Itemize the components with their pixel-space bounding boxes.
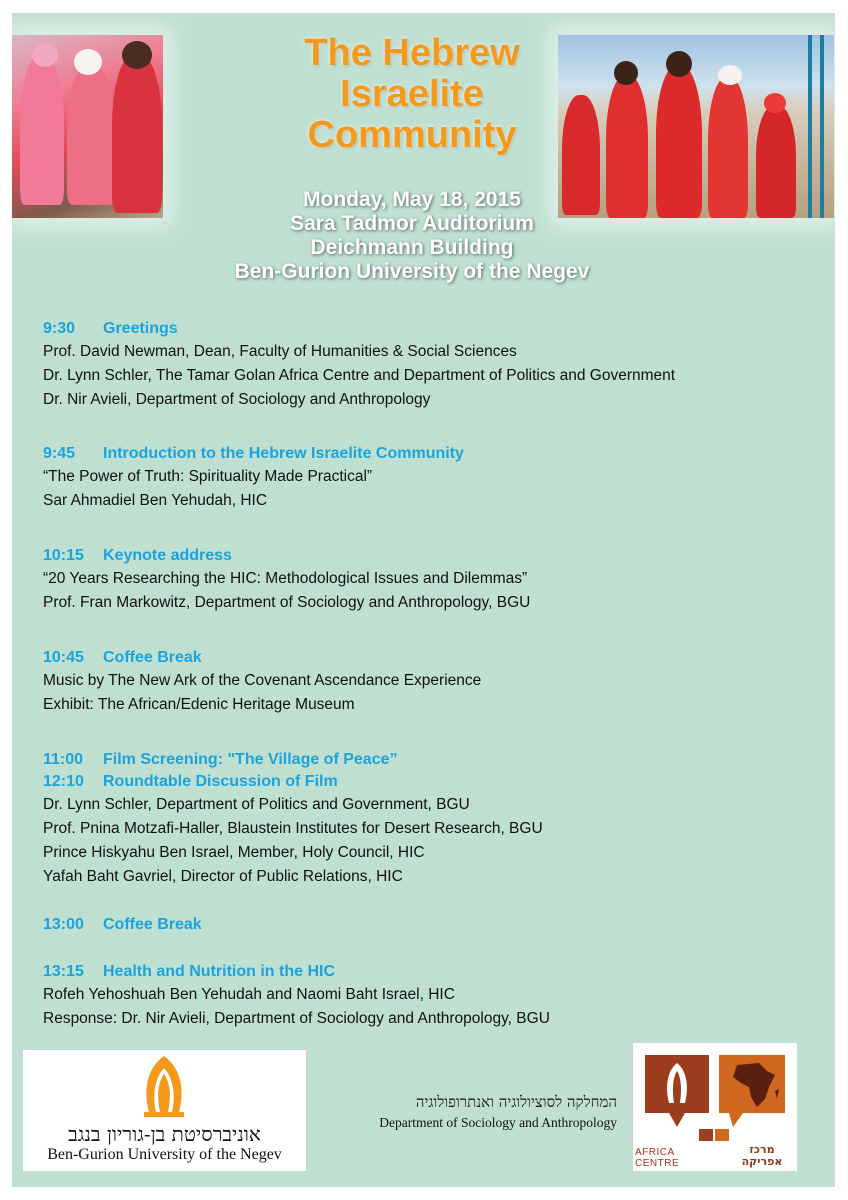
session-title: Coffee Break (103, 916, 202, 933)
session-heading (43, 545, 803, 567)
department-hebrew: המחלקה לסוציולוגיה ואנתרופולוגיה (415, 1093, 617, 1111)
department-label (332, 1091, 617, 1133)
session-heading (43, 443, 803, 465)
session-line: Music by The New Ark of the Covenant Ascendance Experience (43, 672, 482, 689)
session-time: 9:30 (43, 320, 76, 337)
session-line: Exhibit: The African/Edenic Heritage Museum (43, 696, 355, 713)
poster (12, 13, 835, 1187)
session-time: 9:45 (43, 445, 76, 462)
session-introduction (43, 443, 803, 513)
session-title: Roundtable Discussion of Film (103, 773, 338, 790)
session-line: “The Power of Truth: Spirituality Made Practical” (43, 468, 373, 485)
africa-centre-hebrew-word: אפריקה (741, 1155, 783, 1168)
session-line: Dr. Nir Avieli, Department of Sociology and Anthropology (43, 391, 431, 408)
venue-hall: Sara Tadmor Auditorium (290, 212, 534, 235)
department-english: Department of Sociology and Anthropology (379, 1115, 617, 1130)
bgu-english-name: Ben-Gurion University of the Negev (47, 1146, 282, 1163)
bgu-hebrew-name: אוניברסיטת בן-גוריון בנגב (68, 1122, 261, 1146)
session-coffee-break-2 (43, 914, 803, 936)
venue-building: Deichmann Building (310, 236, 514, 259)
session-line: “20 Years Researching the HIC: Methodological Issues and Dilemmas” (43, 570, 528, 587)
bgu-logo (23, 1050, 306, 1171)
session-film (43, 749, 803, 889)
africa-centre-emblem-icon (633, 1043, 797, 1143)
title-line: Community (307, 114, 517, 156)
event-venue (152, 188, 672, 284)
session-heading (43, 771, 803, 793)
session-title: Health and Nutrition in the HIC (103, 963, 335, 980)
africa-centre-word: CENTRE (635, 1158, 680, 1169)
session-line: Yafah Baht Gavriel, Director of Public Relations, HIC (43, 868, 403, 885)
session-time: 11:00 (43, 751, 84, 768)
session-time: 13:00 (43, 916, 84, 933)
session-line: Rofeh Yehoshuah Ben Yehudah and Naomi Baht Israel, HIC (43, 986, 455, 1003)
session-heading (43, 749, 803, 771)
photo-children (12, 35, 163, 218)
session-title: Introduction to the Hebrew Israelite Community (103, 445, 464, 462)
title-line: Israelite (340, 73, 484, 115)
africa-centre-english (635, 1147, 693, 1169)
session-heading (43, 647, 803, 669)
session-line: Prof. Fran Markowitz, Department of Sociology and Anthropology, BGU (43, 594, 531, 611)
africa-centre-hebrew (729, 1144, 795, 1168)
session-time: 13:15 (43, 963, 84, 980)
session-time: 10:15 (43, 547, 84, 564)
africa-centre-hebrew-word: מרכז (749, 1143, 775, 1156)
session-time: 12:10 (43, 773, 84, 790)
session-line: Response: Dr. Nir Avieli, Department of Sociology and Anthropology, BGU (43, 1010, 550, 1027)
session-heading (43, 961, 803, 983)
bgu-flame-icon (23, 1050, 306, 1122)
session-title: Keynote address (103, 547, 232, 564)
session-health (43, 961, 803, 1031)
session-keynote (43, 545, 803, 615)
africa-centre-logo (633, 1043, 797, 1171)
session-title: Greetings (103, 320, 178, 337)
session-line: Prince Hiskyahu Ben Israel, Member, Holy Council, HIC (43, 844, 425, 861)
session-coffee-break (43, 647, 803, 717)
session-time: 10:45 (43, 649, 84, 666)
africa-centre-word: AFRICA (635, 1147, 675, 1158)
title-line: The Hebrew (304, 32, 520, 74)
venue-university: Ben-Gurion University of the Negev (234, 260, 590, 283)
session-line: Dr. Lynn Schler, The Tamar Golan Africa Centre and Department of Politics and Government (43, 367, 676, 384)
session-heading (43, 914, 803, 936)
session-title: Coffee Break (103, 649, 202, 666)
session-line: Dr. Lynn Schler, Department of Politics and Government, BGU (43, 796, 470, 813)
session-line: Prof. Pnina Motzafi-Haller, Blaustein Institutes for Desert Research, BGU (43, 820, 543, 837)
event-date: Monday, May 18, 2015 (303, 188, 521, 211)
session-line: Prof. David Newman, Dean, Faculty of Humanities & Social Sciences (43, 343, 517, 360)
session-greetings (43, 318, 803, 412)
session-heading (43, 318, 803, 340)
session-line: Sar Ahmadiel Ben Yehudah, HIC (43, 492, 268, 509)
session-title: Film Screening: "The Village of Peace” (103, 751, 398, 768)
